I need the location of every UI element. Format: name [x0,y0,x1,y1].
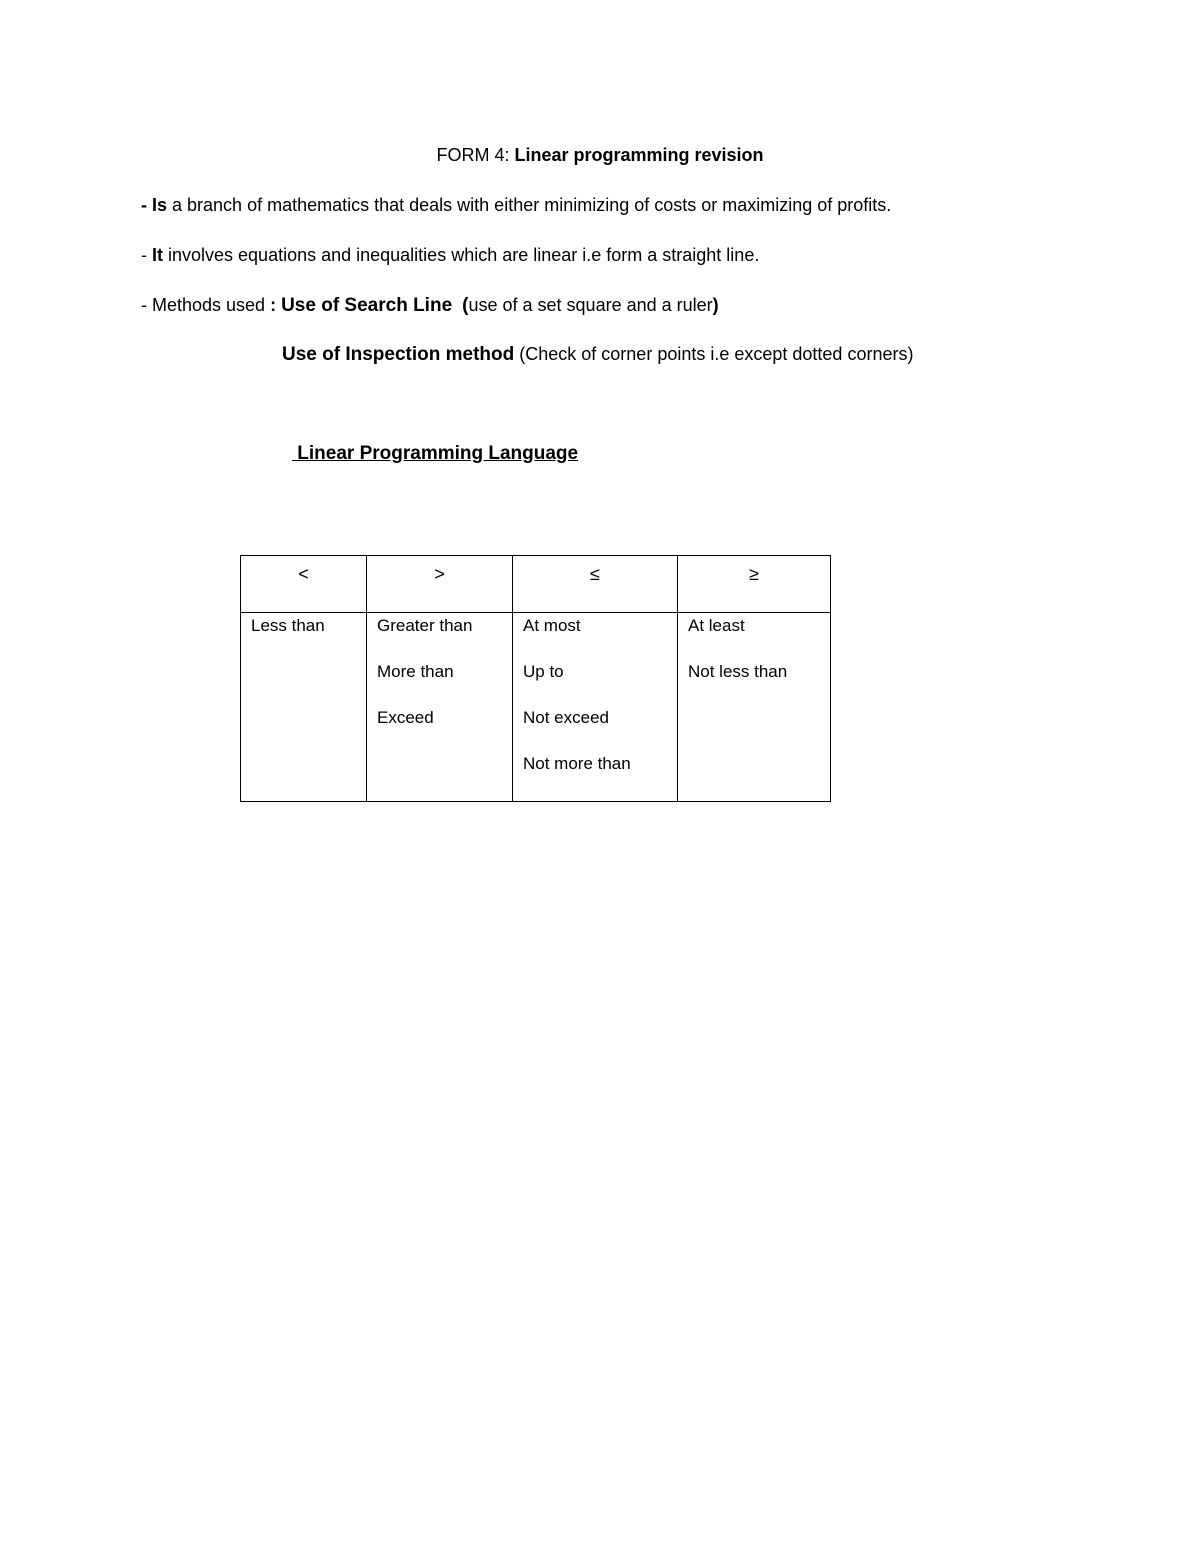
bullet-text: involves equations and inequalities which are linear i.e form a straight line. [163,245,760,265]
method-search-line-note: use of a set square and a ruler [468,295,713,315]
bullet-text: a branch of mathematics that deals with either minimizing of costs or maximizing of profits. [167,195,892,215]
bullet-lead: Is [152,195,168,215]
list-item: Greater than [377,616,473,635]
method-inspection-line [282,343,913,366]
title-main: Linear programming revision [514,145,764,165]
list-item: Not less than [688,662,788,681]
section-heading: Linear Programming Language [292,443,579,464]
table-header-cell: ≥ [678,556,831,613]
bullet-linearity [141,244,759,266]
title-prefix: FORM 4: [436,145,515,165]
bullet-dash: - [141,245,152,265]
methods-prefix: - Methods used [141,295,271,315]
table-header-cell: > [367,556,513,613]
methods-line [141,294,719,317]
table-header-cell: < [241,556,367,613]
method-search-line-close-paren: ) [712,295,719,315]
method-inspection: Use of Inspection method [282,344,515,365]
list-item: More than [377,662,454,681]
methods-colon: : [270,295,282,315]
method-search-line: Use of Search Line [281,295,453,316]
table-cell-greater-than [367,613,513,802]
list-item: At least [688,616,745,635]
list-item: Less than [251,616,325,635]
page-title [0,144,1200,166]
list-item: At most [523,616,581,635]
list-item: Not exceed [523,708,609,727]
table-cell-less-than [241,613,367,802]
table-cell-at-least [678,613,831,802]
bullet-definition [141,194,891,216]
method-inspection-note: (Check of corner points i.e except dotted corners) [519,344,914,364]
table-header-cell: ≤ [513,556,678,613]
inequality-language-table [240,555,831,802]
method-search-line-open-paren: ( [462,295,469,316]
list-item: Exceed [377,708,434,727]
bullet-dash: - [141,195,152,215]
table-cell-at-most [513,613,678,802]
bullet-lead: It [152,245,163,265]
table-header-row [241,556,831,613]
list-item: Not more than [523,754,631,773]
list-item: Up to [523,662,564,681]
table-row [241,613,831,802]
